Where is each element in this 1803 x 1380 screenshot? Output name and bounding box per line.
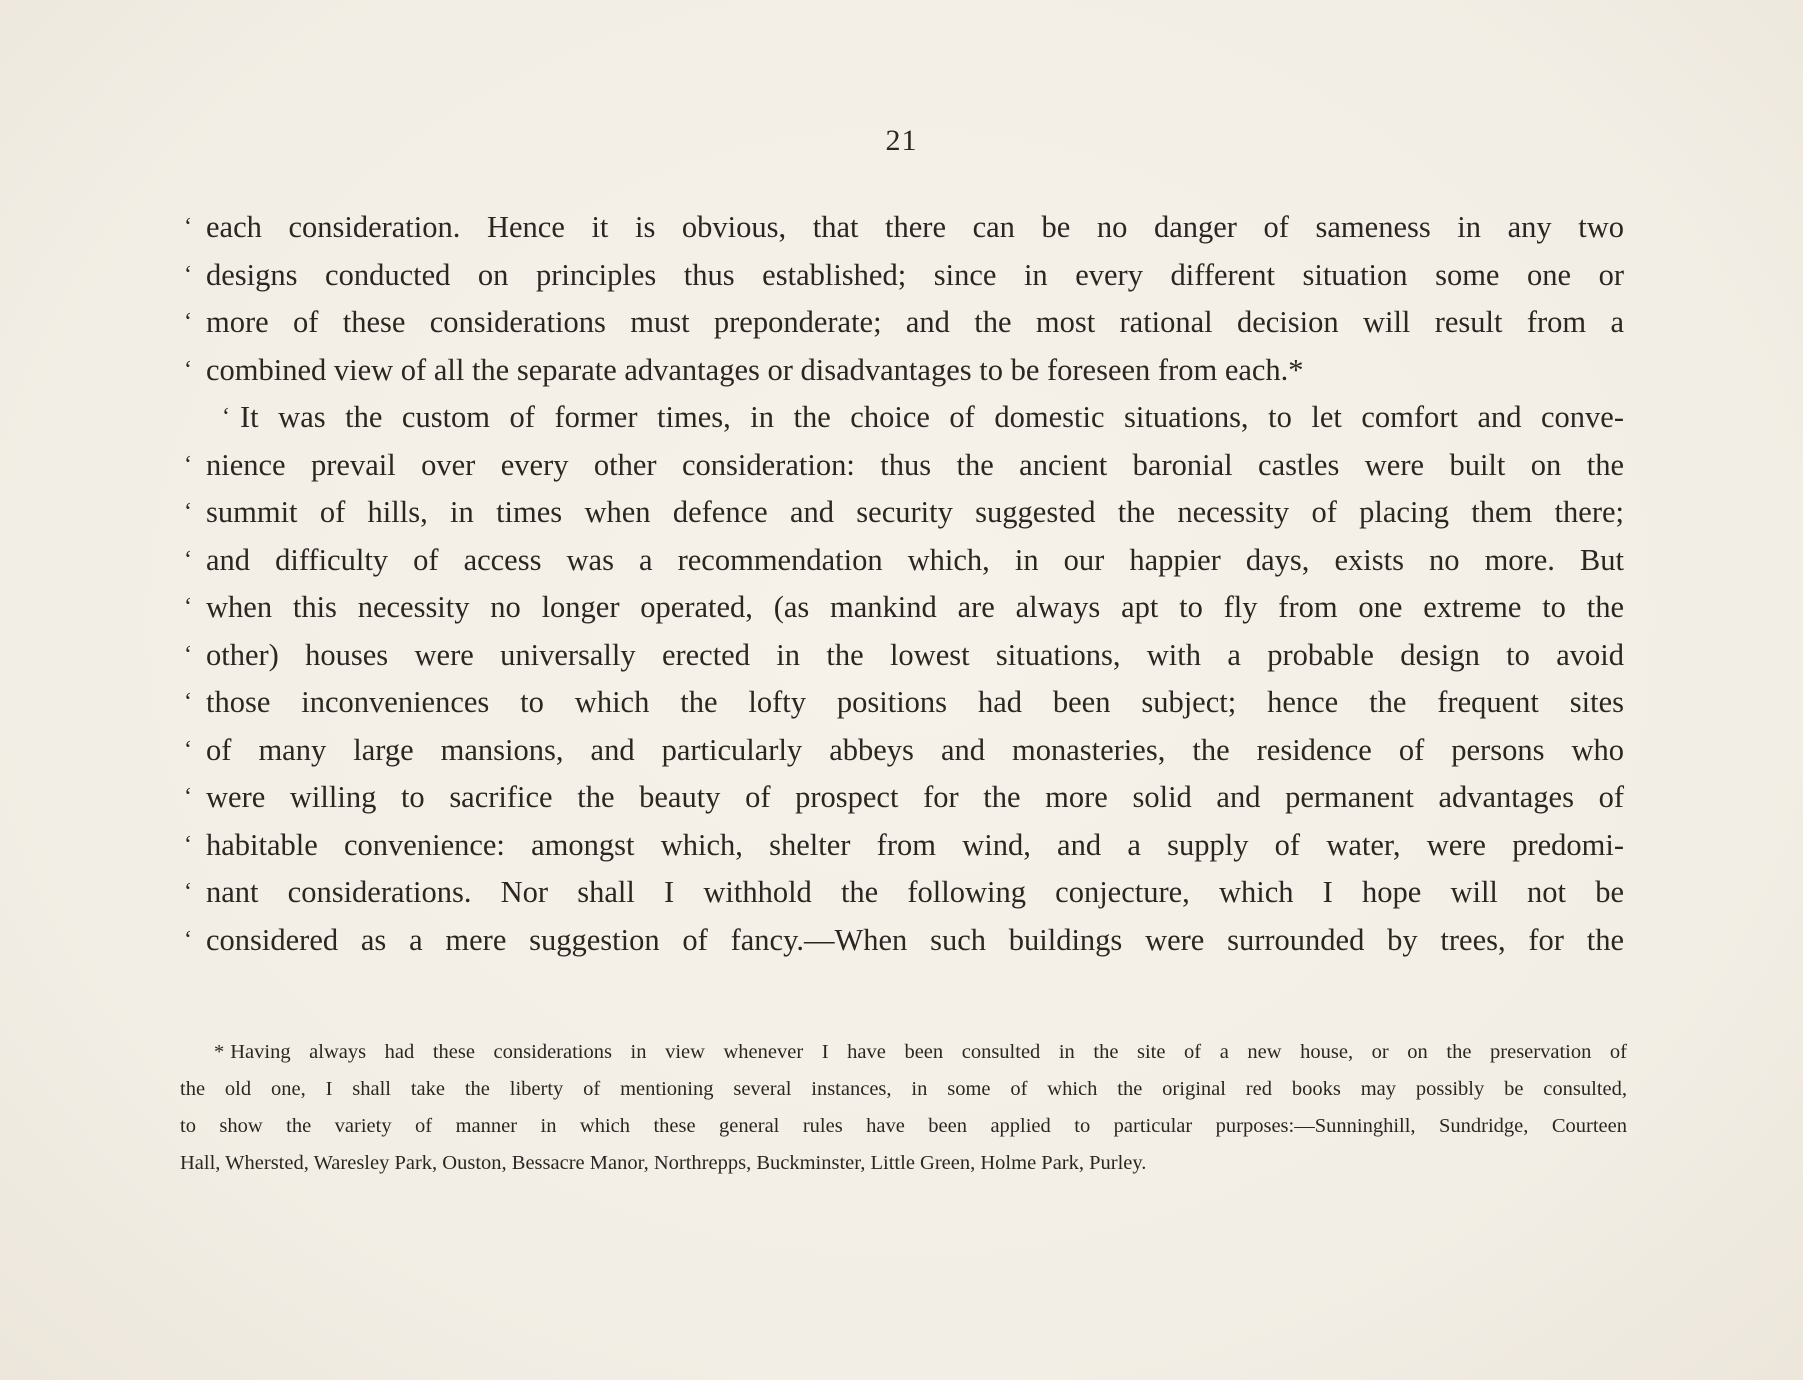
footnote-line [180,1034,1627,1071]
quote-mark: ‘ [184,546,192,573]
footnote-text: Having always had these considerations in view whenever I have been consulted in the site of a new house, or on the preservation of [230,1041,1627,1063]
quote-mark: ‘ [184,879,192,905]
quote-mark: ‘ [184,736,192,763]
text-line [184,869,1624,917]
body-text [184,204,1624,964]
quote-mark: ‘ [184,214,192,240]
footnote-line [180,1145,1627,1182]
line-text: those inconveniences to which the lofty positions had been subject; hence the frequent sites [206,685,1624,719]
quote-mark: ‘ [184,309,192,335]
footnote-asterisk: * [214,1041,225,1063]
quote-mark: ‘ [184,451,192,478]
line-text: considered as a mere suggestion of fancy.—When such buildings were surrounded by trees, for the [206,922,1624,957]
text-line [184,442,1624,490]
line-text: combined view of all the separate advantages or disadvantages to be foreseen from each.* [206,352,1304,387]
text-line [184,774,1624,822]
line-text: were willing to sacrifice the beauty of prospect for the more solid and permanent advantages of [206,780,1624,814]
text-line [184,489,1624,537]
quote-mark: ‘ [184,261,192,288]
text-line [184,299,1624,347]
footnote-text: Hall, Whersted, Waresley Park, Ouston, Bessacre Manor, Northrepps, Buckminster, Little Green, Holme Park, Purley. [180,1152,1147,1174]
line-text: and difficulty of access was a recommendation which, in our happier days, exists no more. But [206,542,1624,577]
quote-mark: ‘ [184,499,192,525]
line-text: of many large mansions, and particularly abbeys and monasteries, the residence of persons who [206,732,1624,767]
text-line [184,727,1624,775]
quote-mark: ‘ [184,784,192,810]
line-text: more of these considerations must preponderate; and the most rational decision will result from a [206,305,1624,339]
text-line [184,537,1624,585]
quote-mark: ‘ [184,689,192,715]
quote-mark: ‘ [184,641,192,668]
quote-mark: ‘ [184,594,192,620]
footnote-text: to show the variety of manner in which these general rules have been applied to particular purposes:—Sunninghill, Sundridge, Courteen [180,1115,1627,1137]
text-line [184,632,1624,680]
footnote-line [180,1108,1627,1145]
quote-mark: ‘ [184,356,192,383]
quote-mark: ‘ [184,926,192,953]
text-line [184,394,1624,442]
line-text: habitable convenience: amongst which, shelter from wind, and a supply of water, were predomi- [206,827,1624,862]
text-line [184,347,1624,395]
footnote-text: the old one, I shall take the liberty of mentioning several instances, in some of which the original red books may possibly be consulted, [180,1078,1627,1100]
line-text: summit of hills, in times when defence and security suggested the necessity of placing them there; [206,495,1624,529]
line-text: designs conducted on principles thus established; since in every different situation some one or [206,257,1624,292]
footnote-line [180,1071,1627,1108]
text-line [184,204,1624,252]
line-text: each consideration. Hence it is obvious, that there can be no danger of sameness in any two [206,210,1624,244]
text-line [184,822,1624,870]
quote-mark: ‘ [222,404,230,430]
text-line [184,584,1624,632]
quote-mark: ‘ [184,831,192,858]
text-line [184,679,1624,727]
text-line [184,252,1624,300]
line-text: nant considerations. Nor shall I withhold the following conjecture, which I hope will not be [206,875,1624,909]
line-text: It was the custom of former times, in the choice of domestic situations, to let comfort and conve- [240,400,1624,434]
line-text: other) houses were universally erected in the lowest situations, with a probable design to avoid [206,637,1624,672]
line-text: nience prevail over every other consideration: thus the ancient baronial castles were built on the [206,447,1624,482]
page-number: 21 [885,124,918,157]
line-text: when this necessity no longer operated, (as mankind are always apt to fly from one extreme to the [206,590,1624,624]
footnote [180,1034,1627,1182]
text-line [184,917,1624,965]
